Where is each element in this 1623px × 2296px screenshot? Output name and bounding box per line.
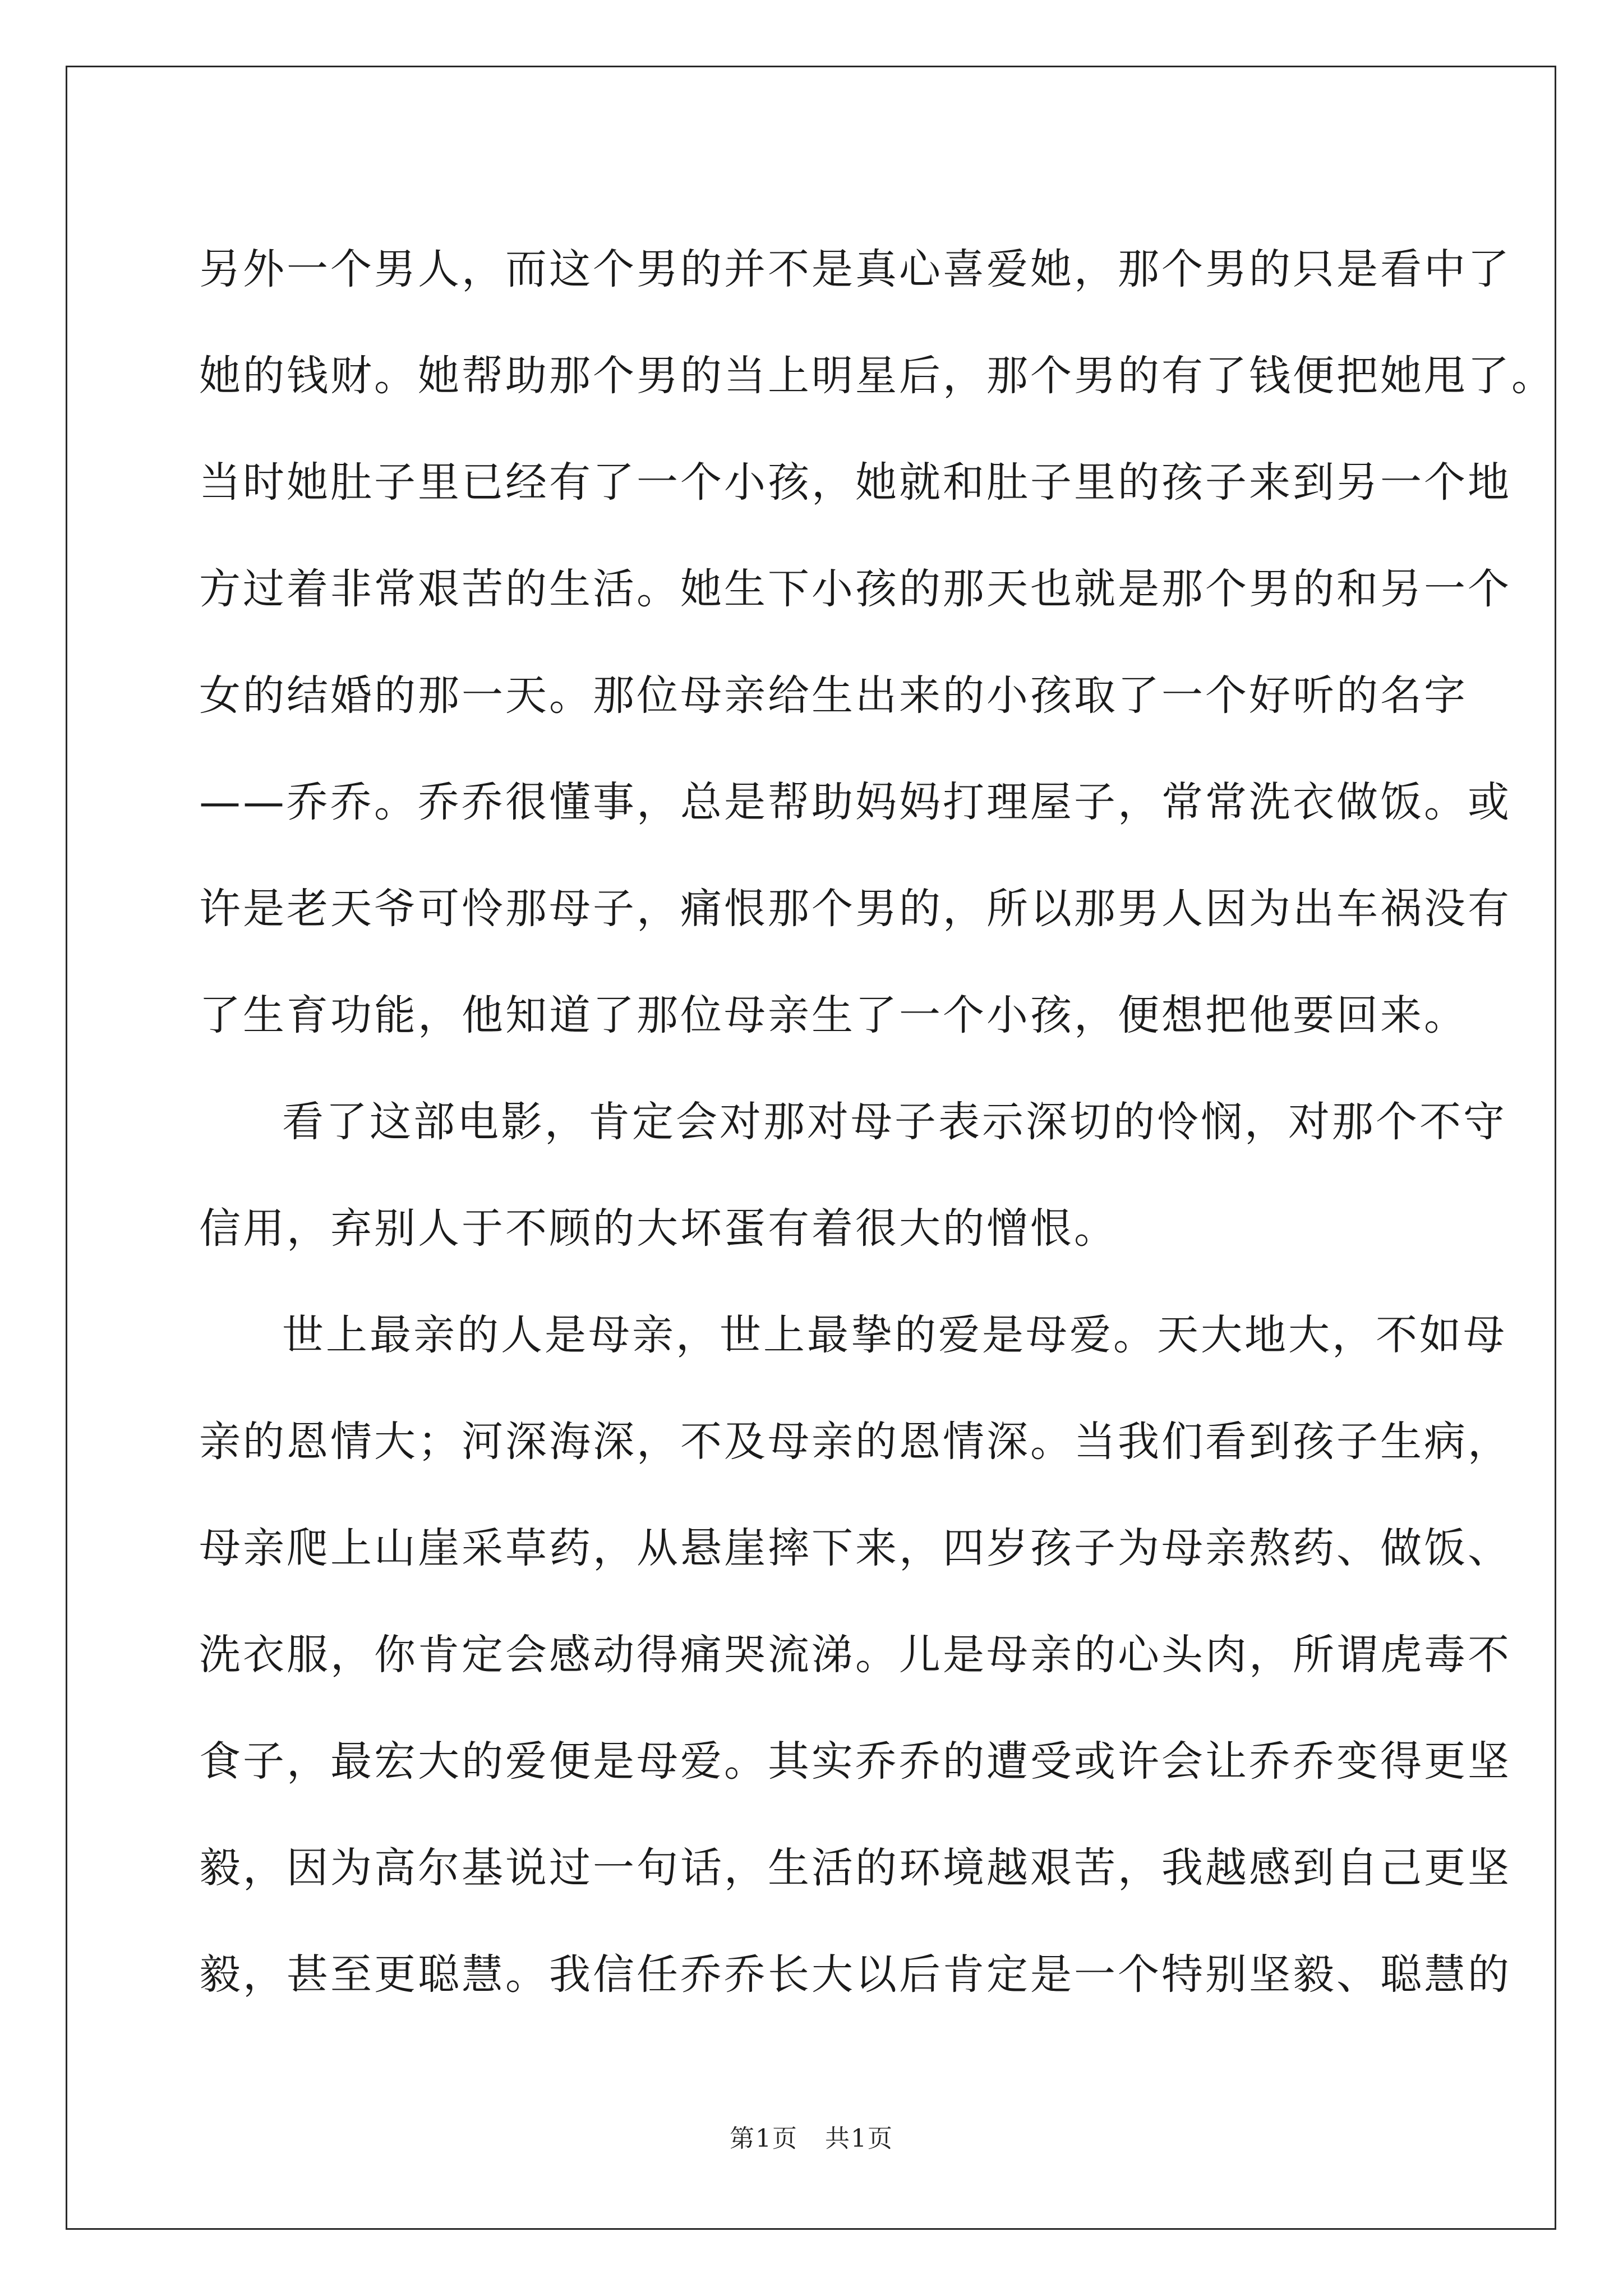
text-line: 信用，弃别人于不顾的大坏蛋有着很大的憎恨。 [199,1204,1118,1253]
text-line: 母亲爬上山崖采草药，从悬崖摔下来，四岁孩子为母亲熬药、做饭、 [199,1524,1511,1572]
page-total: 共1页 [825,2124,893,2153]
text-line: 她的钱财。她帮助那个男的当上明星后，那个男的有了钱便把她甩了。 [199,352,1555,400]
paragraph-1 [199,216,1555,1069]
text-line: 许是老天爷可怜那母子，痛恨那个男的，所以那男人因为出车祸没有 [199,885,1511,933]
page-footer [0,2118,1623,2154]
text-line: 洗衣服，你肯定会感动得痛哭流涕。儿是母亲的心头肉，所谓虎毒不 [199,1631,1511,1679]
text-line: 亲的恩情大；河深海深，不及母亲的恩情深。当我们看到孩子生病， [199,1418,1511,1466]
text-line: 方过着非常艰苦的生活。她生下小孩的那天也就是那个男的和另一个 [199,565,1511,613]
text-line: 当时她肚子里已经有了一个小孩，她就和肚子里的孩子来到另一个地 [199,458,1511,507]
paragraph-2 [199,1069,1507,1282]
page-number: 第1页 [730,2124,798,2153]
text-line: 毅，因为高尔基说过一句话，生活的环境越艰苦，我越感到自己更坚 [199,1844,1511,1892]
text-line: 另外一个男人，而这个男的并不是真心喜爱她，那个男的只是看中了 [199,245,1511,293]
text-line: ——乔乔。乔乔很懂事，总是帮助妈妈打理屋子，常常洗衣做饭。或 [199,778,1511,826]
text-line: 看了这部电影，肯定会对那对母子表示深切的怜悯，对那个不守 [282,1098,1507,1146]
text-line: 女的结婚的那一天。那位母亲给生出来的小孩取了一个好听的名字 [199,671,1468,720]
text-line: 毅，甚至更聪慧。我信任乔乔长大以后肯定是一个特别坚毅、聪慧的 [199,1950,1511,1999]
document-body [199,216,1555,2028]
text-line: 了生育功能，他知道了那位母亲生了一个小孩，便想把他要回来。 [199,991,1468,1039]
text-line: 食子，最宏大的爱便是母爱。其实乔乔的遭受或许会让乔乔变得更坚 [199,1737,1511,1786]
paragraph-3 [199,1282,1511,2028]
text-line: 世上最亲的人是母亲，世上最挚的爱是母爱。天大地大，不如母 [282,1311,1507,1359]
